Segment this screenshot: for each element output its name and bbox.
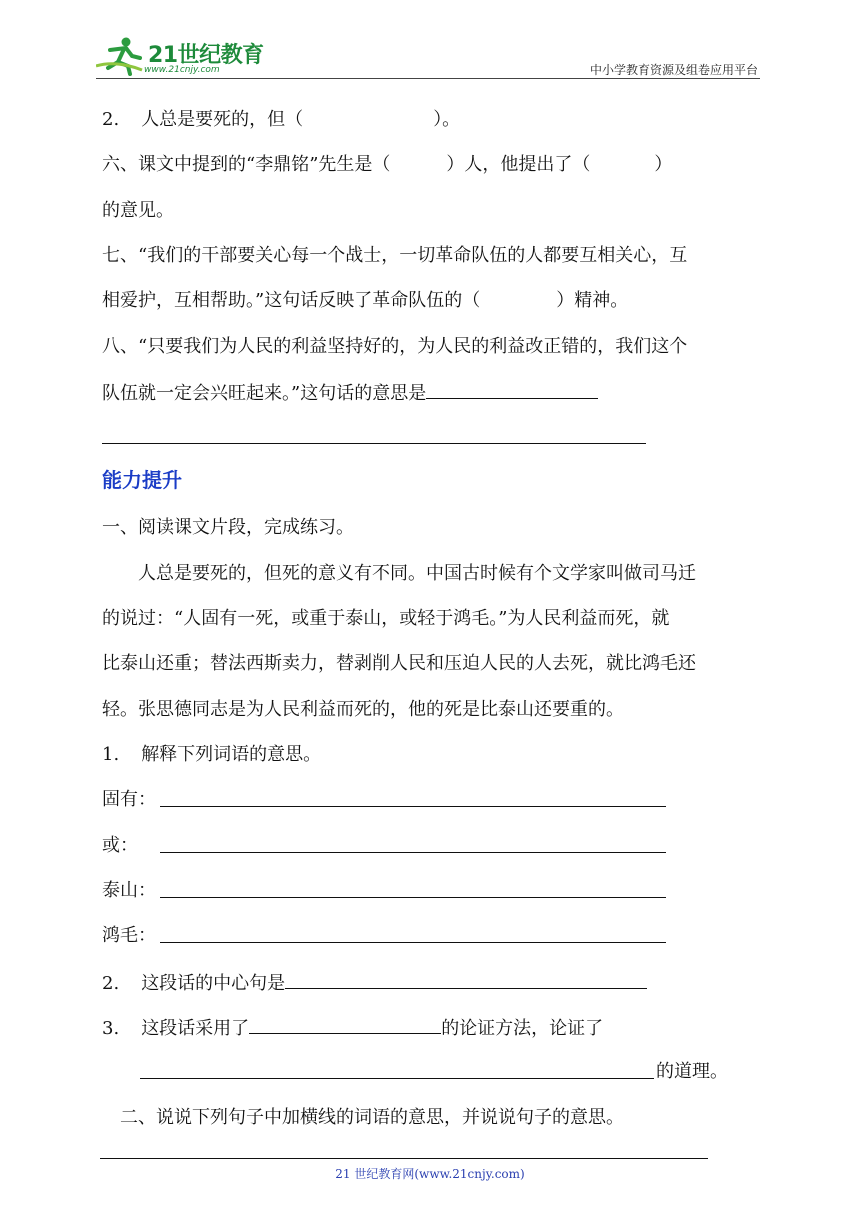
word-label: 鸿毛：: [102, 925, 156, 946]
question-8-line-2: [102, 380, 598, 406]
section-title: 能力提升: [102, 468, 182, 492]
logo-url: www.21cnjy.com: [144, 65, 220, 75]
answer-underline[interactable]: [160, 852, 666, 853]
question-text: 相爱护，互相帮助。”这句话反映了革命队伍的（: [102, 290, 481, 311]
question-number: 2.: [102, 973, 120, 994]
answer-underline[interactable]: [285, 970, 647, 989]
question-text: ）: [654, 154, 673, 175]
passage-line: 轻。张思德同志是为人民利益而死的，他的死是比泰山还要重的。: [102, 699, 624, 720]
sub-question-3: [102, 1015, 603, 1041]
word-label: 固有：: [102, 789, 156, 810]
question-number: 2.: [102, 109, 120, 130]
question-number: 1.: [102, 744, 120, 765]
question-8-line-1: 八、“只要我们为人民的利益坚持好的，为人民的利益改正错的，我们这个: [102, 336, 688, 357]
question-text: 六、课文中提到的“李鼎铭”先生是（: [102, 154, 391, 175]
footer-divider: [100, 1158, 708, 1159]
question-6-line-1: [102, 153, 672, 177]
sub-question-1: [102, 743, 321, 767]
question-text: ）人，他提出了（: [446, 154, 591, 175]
question-text: 的道理。: [656, 1061, 728, 1082]
passage-line: 比泰山还重；替法西斯卖力，替剥削人民和压迫人民的人去死，就比鸿毛还: [102, 653, 696, 674]
word-label: 泰山：: [102, 880, 156, 901]
page-footer: 21 世纪教育网(www.21cnjy.com): [335, 1167, 525, 1181]
question-2-line: [102, 108, 460, 132]
question-text: 这段话采用了: [141, 1018, 250, 1039]
question-text: ）。: [433, 109, 461, 130]
question-text: 这段话的中心句是: [141, 973, 286, 994]
question-7-line-1: 七、“我们的干部要关心每一个战士，一切革命队伍的人都要互相关心，互: [102, 245, 688, 266]
answer-underline[interactable]: [102, 443, 646, 444]
question-number: 3.: [102, 1018, 120, 1039]
question-text: ）精神。: [556, 290, 629, 311]
sub-question-2: [102, 970, 647, 996]
answer-underline[interactable]: [140, 1078, 654, 1079]
passage-line: 人总是要死的，但死的意义有不同。中国古时候有个文学家叫做司马迁: [138, 563, 696, 584]
question-text: 队伍就一定会兴旺起来。”这句话的意思是: [102, 383, 427, 404]
site-logo: [96, 36, 266, 76]
answer-underline[interactable]: [160, 897, 666, 898]
answer-underline[interactable]: [426, 380, 598, 399]
passage-line: 的说过：“人固有一死，或重于泰山，或轻于鸿毛。”为人民利益而死，就: [102, 608, 670, 629]
question-text: 人总是要死的，但（: [141, 109, 304, 130]
answer-underline[interactable]: [249, 1015, 441, 1034]
question-text: 解释下列词语的意思。: [141, 744, 322, 765]
page-header: [96, 30, 760, 80]
word-label: 或：: [102, 835, 138, 856]
part-1-heading: 一、阅读课文片段，完成练习。: [102, 517, 354, 538]
answer-underline[interactable]: [160, 942, 666, 943]
question-text: 的论证方法，论证了: [441, 1018, 604, 1039]
logo-text: 21世纪教育: [148, 43, 264, 68]
part-2-heading: 二、说说下列句子中加横线的词语的意思，并说说句子的意思。: [120, 1107, 624, 1128]
question-7-line-2: [102, 289, 628, 313]
answer-underline[interactable]: [160, 806, 666, 807]
header-platform-text: 中小学教育资源及组卷应用平台: [589, 63, 758, 77]
question-6-line-2: 的意见。: [102, 200, 174, 221]
header-divider: [96, 78, 760, 79]
runner-icon: [96, 36, 144, 76]
